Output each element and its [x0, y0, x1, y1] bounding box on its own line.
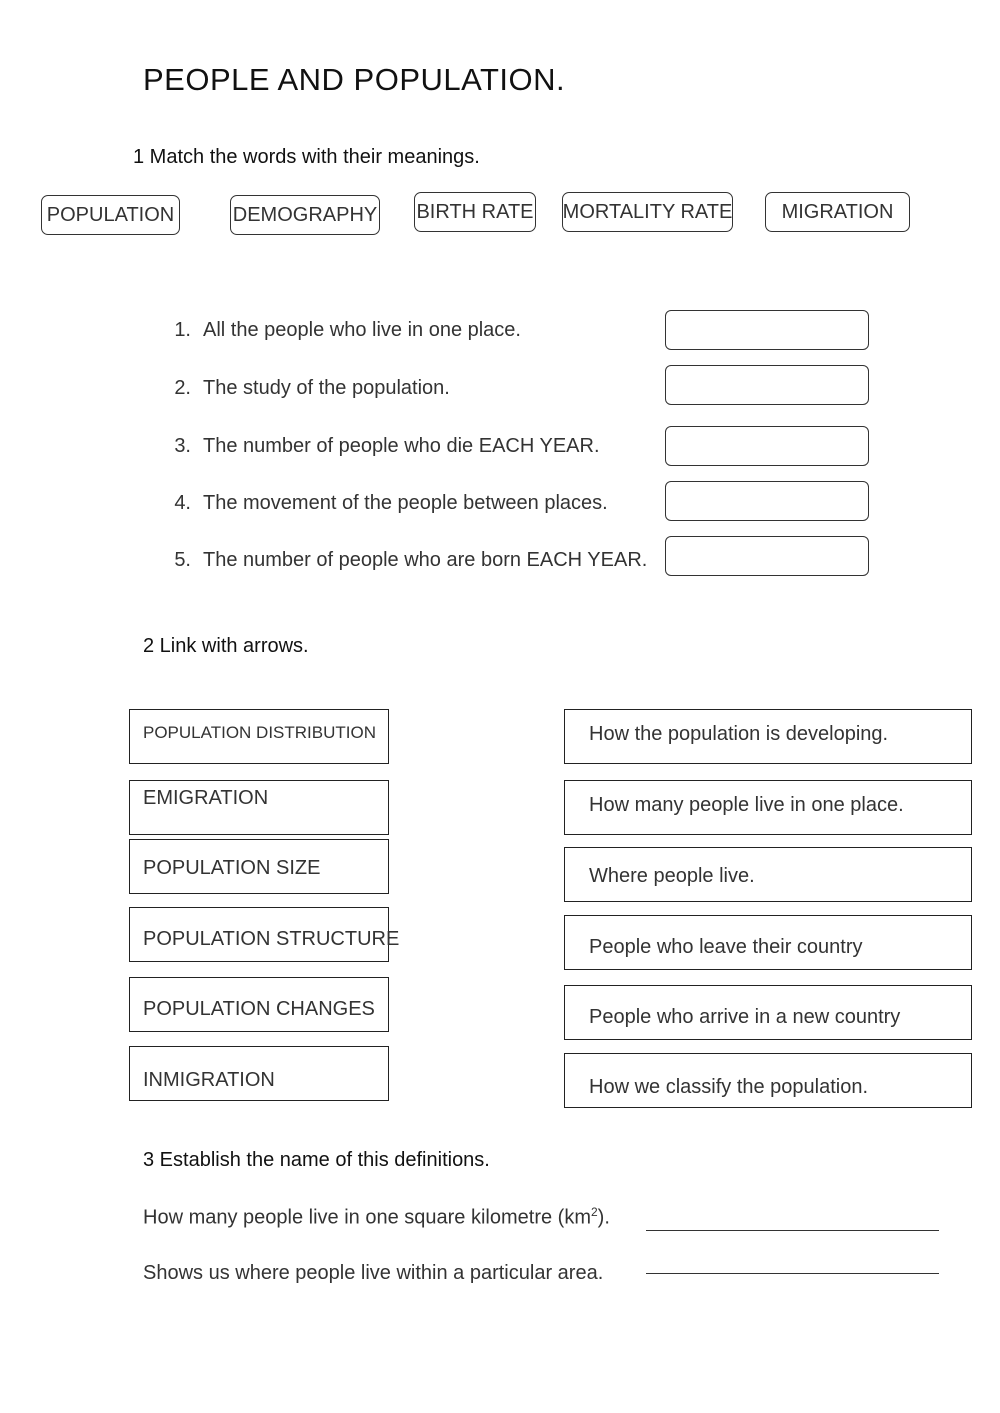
answer-box-3[interactable] [665, 426, 869, 466]
definition-text: The number of people who die EACH YEAR. [203, 435, 600, 457]
definition-text-density: How many people live in one square kilometre $(km^2)$. [143, 1205, 610, 1229]
section1-heading: 1 Match the words with their meanings. [133, 146, 480, 168]
meaning-box-4[interactable]: People who leave their country [564, 915, 972, 970]
definition-text: The number of people who are born EACH YEAR. [203, 549, 648, 571]
answer-line-2[interactable] [646, 1251, 939, 1274]
definition-number: 2. [174, 377, 191, 399]
meaning-box-6[interactable]: How we classify the population. [564, 1053, 972, 1108]
definition-text: The study of the population. [203, 377, 450, 399]
definition-text: The movement of the people between places. [203, 492, 608, 514]
word-card-demography[interactable]: DEMOGRAPHY [230, 195, 380, 235]
term-box-population-structure[interactable]: POPULATION STRUCTURE [129, 907, 389, 962]
answer-box-5[interactable] [665, 536, 869, 576]
definition-number: 4. [174, 492, 191, 514]
meaning-box-3[interactable]: Where people live. [564, 847, 972, 902]
term-box-population-distribution[interactable]: POPULATION DISTRIBUTION [129, 709, 389, 764]
word-card-mortality-rate[interactable]: MORTALITY RATE [562, 192, 733, 232]
definition-number: 1. [174, 319, 191, 341]
term-box-inmigration[interactable]: INMIGRATION [129, 1046, 389, 1101]
answer-box-4[interactable] [665, 481, 869, 521]
word-card-population[interactable]: POPULATION [41, 195, 180, 235]
definition-text: All the people who live in one place. [203, 319, 521, 341]
answer-box-1[interactable] [665, 310, 869, 350]
definition-number: 5. [174, 549, 191, 571]
answer-box-2[interactable] [665, 365, 869, 405]
meaning-box-1[interactable]: How the population is developing. [564, 709, 972, 764]
definition-text-distribution: Shows us where people live within a particular area. [143, 1262, 604, 1284]
term-box-population-changes[interactable]: POPULATION CHANGES [129, 977, 389, 1032]
word-card-birth-rate[interactable]: BIRTH RATE [414, 192, 536, 232]
term-box-population-size[interactable]: POPULATION SIZE [129, 839, 389, 894]
term-box-emigration[interactable]: EMIGRATION [129, 780, 389, 835]
definition-number: 3. [174, 435, 191, 457]
section3-heading: 3 Establish the name of this definitions. [143, 1149, 490, 1171]
word-card-migration[interactable]: MIGRATION [765, 192, 910, 232]
answer-line-1[interactable] [646, 1208, 939, 1231]
meaning-box-5[interactable]: People who arrive in a new country [564, 985, 972, 1040]
section2-heading: 2 Link with arrows. [143, 635, 309, 657]
meaning-box-2[interactable]: How many people live in one place. [564, 780, 972, 835]
page-title: PEOPLE AND POPULATION. [143, 62, 566, 97]
